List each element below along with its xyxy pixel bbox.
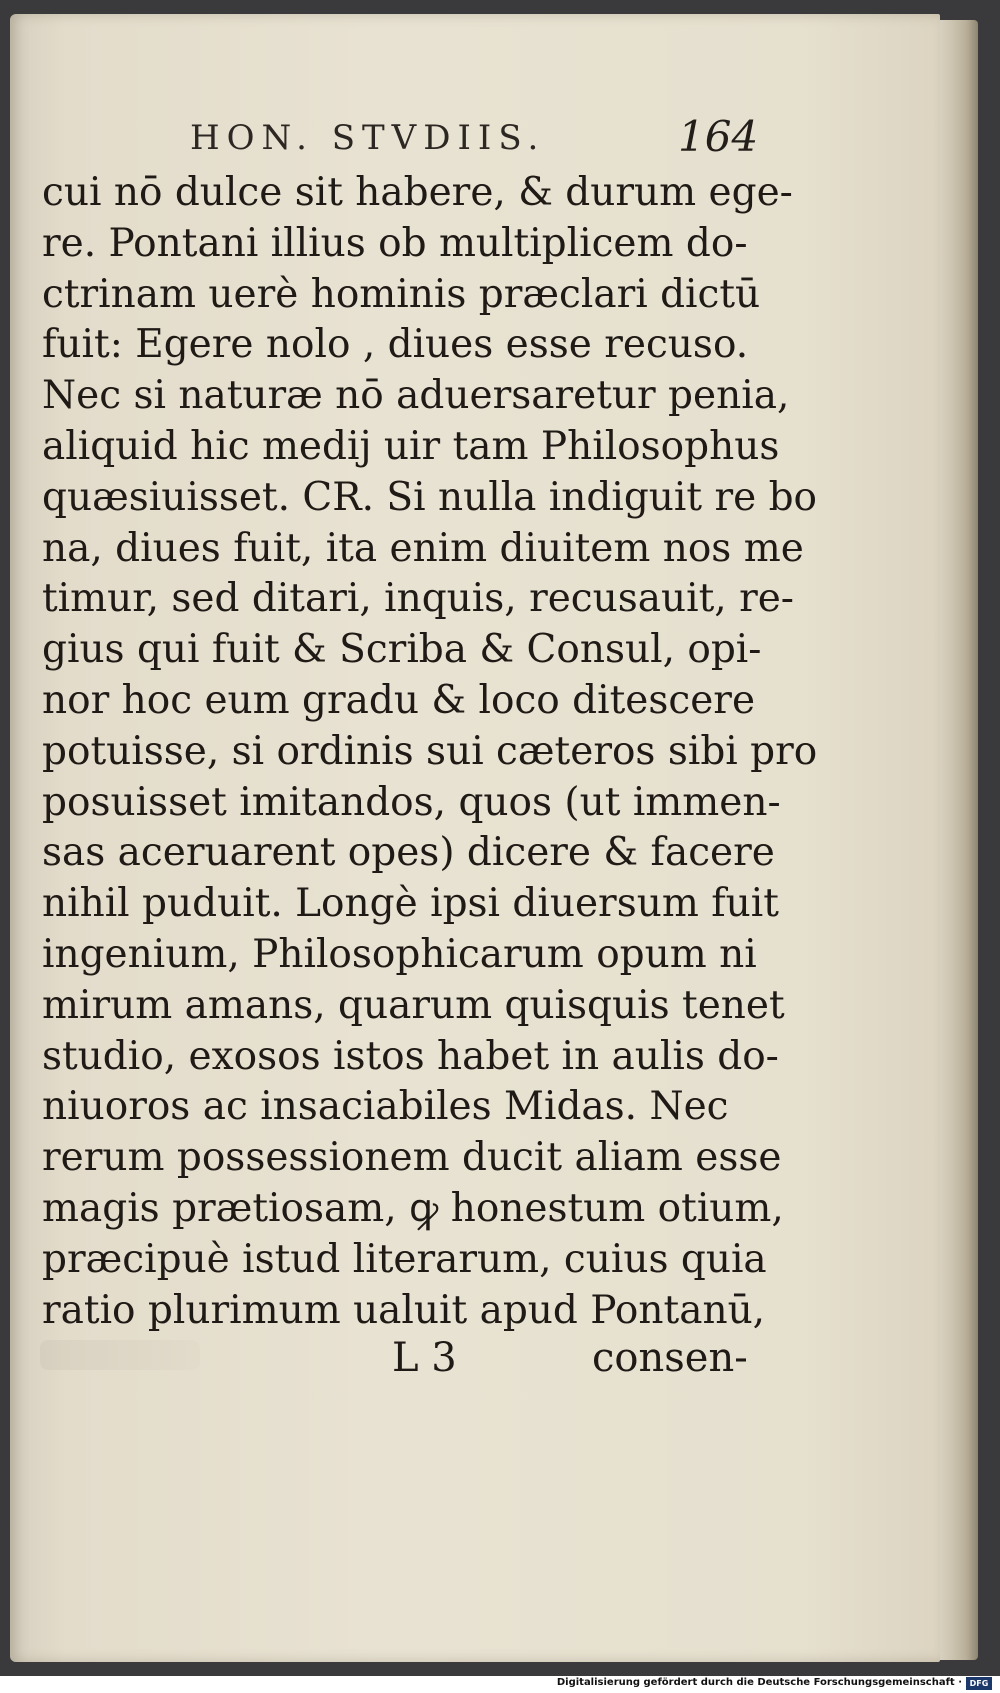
text-line: nor hoc eum gradu & loco ditescere — [42, 677, 756, 723]
digitization-credit-bar — [0, 1676, 1000, 1693]
page-header — [40, 112, 760, 172]
credit-text: Digitalisierung gefördert durch die Deutsche Forschungsgemeinschaft · — [556, 1677, 962, 1688]
text-line: ctrinam uerè hominis præclari dictū — [42, 271, 761, 317]
text-line: magis prætiosam, ꝙ honestum otium, — [42, 1185, 784, 1231]
page-footer — [42, 1335, 762, 1395]
text-line: potuisse, si ordinis sui cæteros sibi pro — [42, 728, 818, 774]
body-text — [42, 168, 818, 1336]
dfg-logo-icon: DFG — [966, 1677, 992, 1690]
text-line: sas aceruarent opes) dicere & facere — [42, 830, 775, 876]
text-line: rerum possessionem ducit aliam esse — [42, 1135, 782, 1181]
text-line: timur, sed ditari, inquis, recusauit, re- — [42, 576, 794, 622]
page-number: 164 — [678, 112, 759, 161]
text-line: studio, exosos istos habet in aulis do- — [42, 1033, 779, 1079]
text-line: ingenium, Philosophicarum opum ni — [42, 931, 757, 977]
text-line: præcipuè istud literarum, cuius quia — [42, 1236, 767, 1282]
running-head: HON. STVDIIS. — [190, 118, 546, 158]
text-line: cui nō dulce sit habere, & durum ege- — [42, 170, 793, 215]
text-line: na, diues fuit, ita enim diuitem nos me — [42, 525, 804, 571]
text-line: gius qui fuit & Scriba & Consul, opi- — [42, 627, 762, 673]
text-line: aliquid hic medij uir tam Philosophus — [42, 423, 780, 469]
text-line: posuisset imitandos, quos (ut immen- — [42, 779, 781, 825]
text-line: quæsiuisset. CR. Si nulla indiguit re bo — [42, 474, 818, 520]
text-line: fuit: Egere nolo , diues esse recuso. — [42, 322, 749, 368]
text-line: niuoros ac insaciabiles Midas. Nec — [42, 1084, 729, 1130]
text-line: ratio plurimum ualuit apud Pontanū, — [42, 1287, 766, 1333]
text-line: Nec si naturæ nō aduersaretur penia, — [42, 373, 790, 419]
text-line: mirum amans, quarum quisquis tenet — [42, 982, 785, 1028]
text-line: re. Pontani illius ob multiplicem do- — [42, 220, 748, 266]
signature-mark: L 3 — [392, 1335, 457, 1381]
text-line: nihil puduit. Longè ipsi diuersum fuit — [42, 881, 779, 927]
book-page-edges — [940, 20, 978, 1660]
catchword: consen- — [592, 1335, 748, 1381]
